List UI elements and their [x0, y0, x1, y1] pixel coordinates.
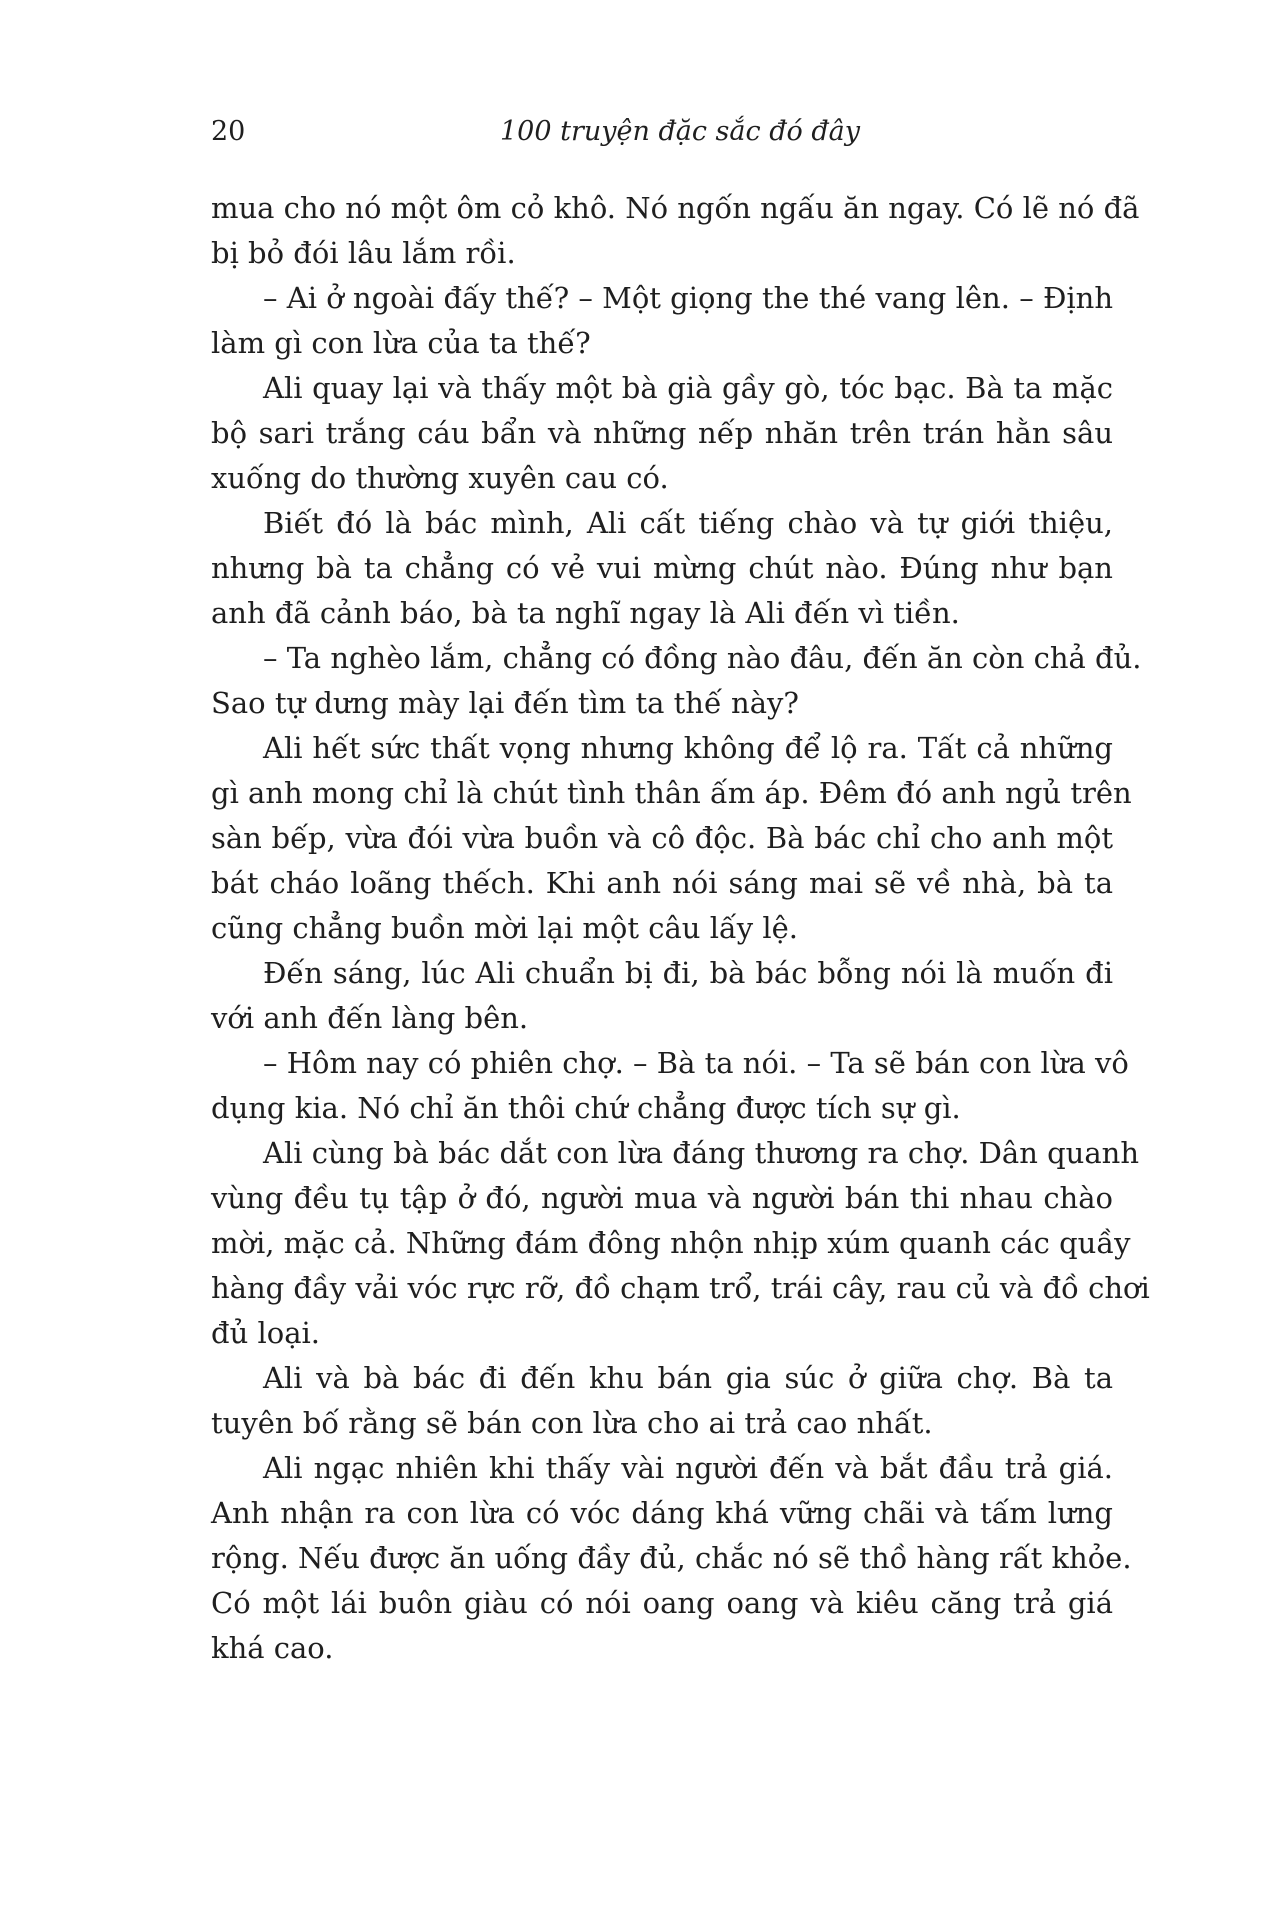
text-line: bộ sari trắng cáu bẩn và những nếp nhăn trên trán hằn sâu [211, 416, 1113, 450]
book-title: 100 truyện đặc sắc đó đây [500, 116, 860, 147]
text-line: bát cháo loãng thếch. Khi anh nói sáng mai sẽ về nhà, bà ta [211, 866, 1113, 900]
text-line: – Ai ở ngoài đấy thế? – Một giọng the thé vang lên. – Định [263, 281, 1113, 315]
text-line: Anh nhận ra con lừa có vóc dáng khá vững chãi và tấm lưng [211, 1496, 1113, 1530]
text-line: anh đã cảnh báo, bà ta nghĩ ngay là Ali đến vì tiền. [211, 596, 960, 630]
text-line: rộng. Nếu được ăn uống đầy đủ, chắc nó sẽ thồ hàng rất khỏe. [211, 1541, 1132, 1575]
text-line: khá cao. [211, 1631, 334, 1665]
text-line: hàng đầy vải vóc rực rỡ, đồ chạm trổ, trái cây, rau củ và đồ chơi [211, 1271, 1150, 1305]
text-line: Biết đó là bác mình, Ali cất tiếng chào và tự giới thiệu, [263, 506, 1113, 540]
text-line: dụng kia. Nó chỉ ăn thôi chứ chẳng được tích sự gì. [211, 1091, 961, 1125]
body-text [211, 186, 1150, 1671]
text-line: nhưng bà ta chẳng có vẻ vui mừng chút nào. Đúng như bạn [211, 551, 1113, 585]
text-line: Ali hết sức thất vọng nhưng không để lộ ra. Tất cả những [263, 731, 1113, 765]
text-line: Ali ngạc nhiên khi thấy vài người đến và bắt đầu trả giá. [263, 1451, 1113, 1485]
text-line: bị bỏ đói lâu lắm rồi. [211, 236, 516, 270]
running-head [211, 112, 1081, 152]
text-line: làm gì con lừa của ta thế? [211, 326, 591, 360]
text-line: Sao tự dưng mày lại đến tìm ta thế này? [211, 686, 799, 720]
text-line: Ali và bà bác đi đến khu bán gia súc ở giữa chợ. Bà ta [263, 1361, 1113, 1395]
text-line: đủ loại. [211, 1316, 320, 1350]
text-line: – Ta nghèo lắm, chẳng có đồng nào đâu, đến ăn còn chả đủ. [263, 641, 1142, 675]
page-number: 20 [211, 116, 246, 147]
text-line: xuống do thường xuyên cau có. [211, 461, 669, 495]
text-line: vùng đều tụ tập ở đó, người mua và người bán thi nhau chào [211, 1181, 1113, 1215]
text-line: gì anh mong chỉ là chút tình thân ấm áp. Đêm đó anh ngủ trên [211, 776, 1132, 810]
text-line: với anh đến làng bên. [211, 1001, 529, 1035]
text-line: sàn bếp, vừa đói vừa buồn và cô độc. Bà bác chỉ cho anh một [211, 821, 1113, 855]
text-line: – Hôm nay có phiên chợ. – Bà ta nói. – Ta sẽ bán con lừa vô [263, 1046, 1129, 1080]
text-line: Có một lái buôn giàu có nói oang oang và kiêu căng trả giá [211, 1586, 1113, 1620]
text-line: Ali cùng bà bác dắt con lừa đáng thương ra chợ. Dân quanh [263, 1136, 1140, 1170]
text-line: Đến sáng, lúc Ali chuẩn bị đi, bà bác bỗng nói là muốn đi [263, 956, 1113, 990]
text-line: tuyên bố rằng sẽ bán con lừa cho ai trả cao nhất. [211, 1406, 933, 1440]
text-line: mua cho nó một ôm cỏ khô. Nó ngốn ngấu ăn ngay. Có lẽ nó đã [211, 191, 1140, 225]
text-line: cũng chẳng buồn mời lại một câu lấy lệ. [211, 911, 798, 945]
text-line: mời, mặc cả. Những đám đông nhộn nhịp xúm quanh các quầy [211, 1226, 1131, 1260]
text-line: Ali quay lại và thấy một bà già gầy gò, tóc bạc. Bà ta mặc [263, 371, 1113, 405]
